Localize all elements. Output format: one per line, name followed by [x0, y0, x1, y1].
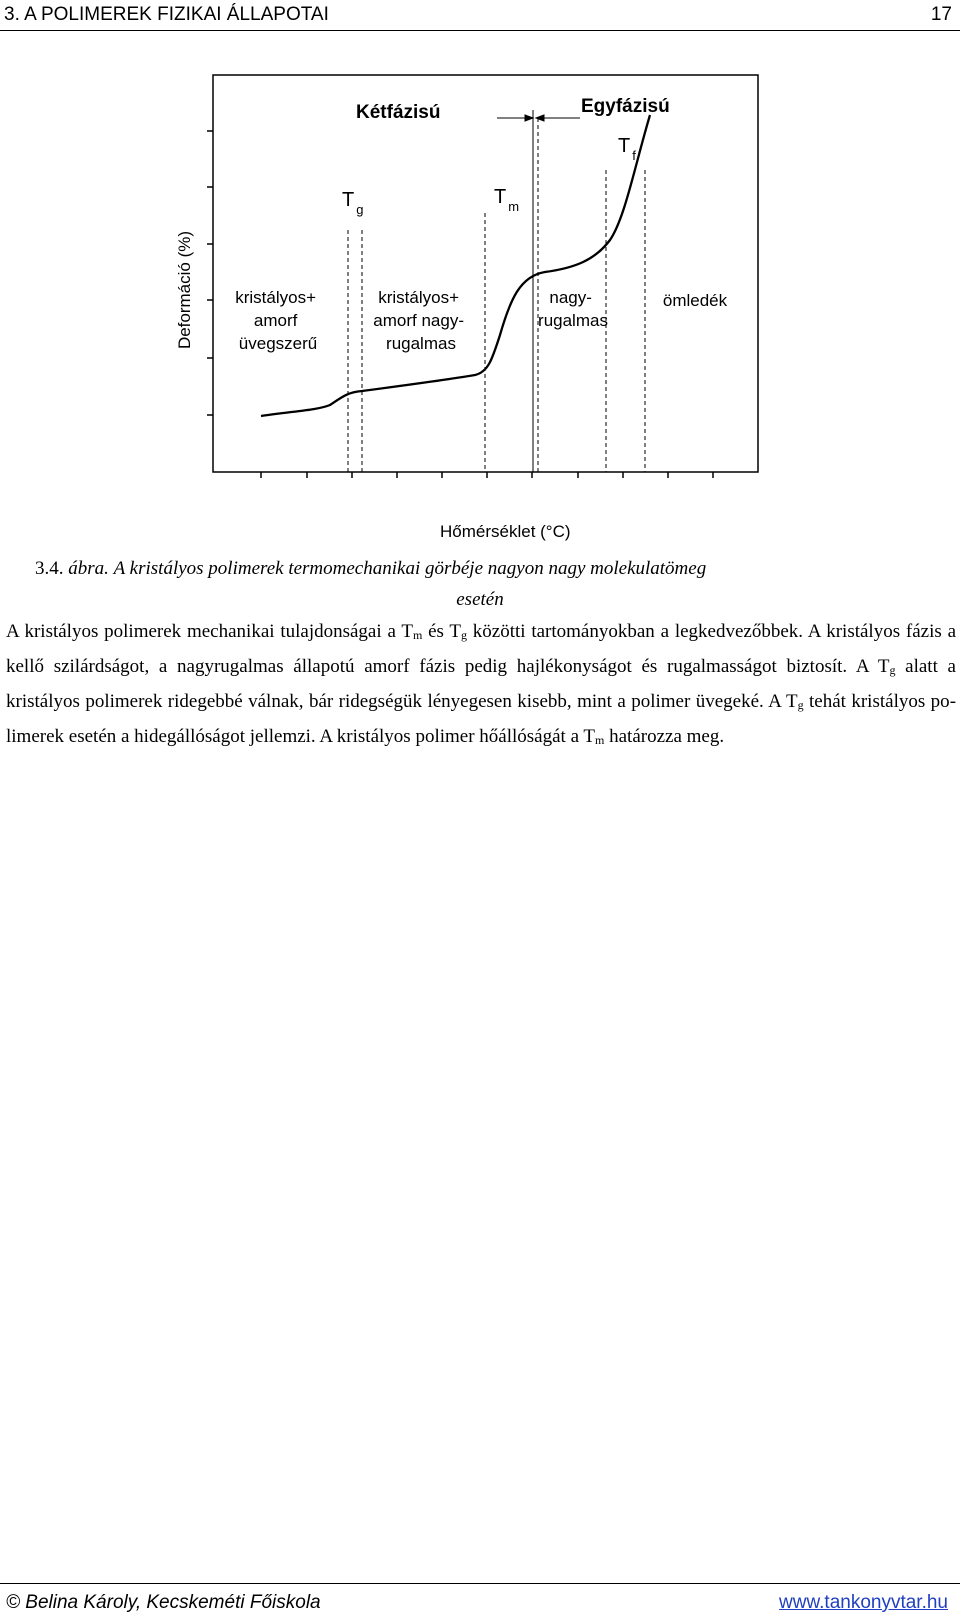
y-axis-label: Deformáció (%): [175, 230, 194, 350]
subscript: m: [595, 733, 605, 747]
caption-text-1: A kristályos polimerek termomechanikai görbéje nagyon nagy molekulatömeg: [113, 558, 707, 579]
deformation-curve: [261, 115, 650, 416]
text-run: határozza meg.: [604, 726, 725, 747]
text-run: alatt a kristályos polimerek ridegebbé válnak, bár ridegségük lényegesen kisebb, mint a polimer üvegeké. A T: [6, 656, 956, 712]
caption-label: ábra.: [68, 558, 109, 579]
region-rubbery-label: nagy- rugalmas: [538, 288, 608, 330]
tf-label: T $_f$: [618, 135, 636, 163]
subscript: g: [460, 628, 467, 642]
caption-line-2: [0, 584, 960, 615]
footer-author: © Belina Károly, Kecskeméti Főiskola: [6, 1592, 321, 1613]
tm-label: T $_m$: [494, 186, 520, 214]
region-melt-label: ömledék: [662, 291, 728, 310]
caption-number: 3.4.: [35, 558, 64, 579]
y-ticks: [207, 131, 213, 415]
page-header: [0, 0, 960, 31]
phase-two-label: Kétfázisú: [356, 102, 441, 123]
caption-line-1: [0, 553, 960, 584]
caption-text-2: esetén: [456, 589, 504, 610]
text-run: és T: [422, 621, 461, 642]
region-semicrystalline-label: kristályos+ amorf nagy- rugalmas: [373, 288, 464, 353]
page-footer: [0, 1583, 960, 1622]
page-number: 17: [930, 4, 952, 25]
chapter-title: 3. A POLIMEREK FIZIKAI ÁLLAPOTAI: [4, 4, 329, 25]
subscript: m: [412, 628, 423, 642]
subscript: g: [889, 663, 896, 677]
text-run: A kristályos polimerek mechanikai tulajdonságai a T: [6, 621, 413, 642]
phase-one-label: Egyfázisú: [581, 96, 670, 117]
x-axis-label: Hőmérséklet (°C): [440, 522, 571, 541]
body-paragraph: [6, 616, 956, 756]
x-ticks: [261, 472, 713, 478]
subscript: g: [797, 698, 804, 712]
text-run: közötti tartományokban a legkedvezőbbek. A kristályos fázis a kellő szilárdságot, a nagyrugalmas állapotú amorf fázis pedig hajlékonyságot és rugalmasságot biztosít. A T: [6, 621, 956, 677]
text-run: tehát kristályos polimerek esetén a hidegállóságot jellemzi. A kristályos polimer hőállóságát a T: [6, 691, 957, 747]
figure-caption: [0, 553, 960, 615]
footer-website-link[interactable]: www.tankonyvtar.hu: [779, 1592, 948, 1613]
region-glassy-label: kristályos+ amorf üvegszerű: [235, 288, 318, 353]
thermomechanical-curve-figure: [0, 60, 960, 520]
tg-label: T $_g$: [342, 189, 364, 217]
